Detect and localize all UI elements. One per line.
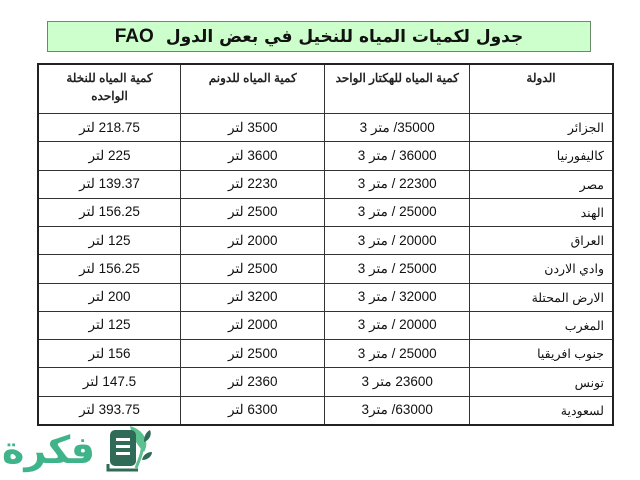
header-per-dunam: كمية المياه للدونم (181, 64, 325, 114)
cell-per-palm: 225 لتر (38, 142, 181, 170)
cell-per-dunam: 3600 لتر (181, 142, 325, 170)
cell-country: الهند (469, 198, 613, 226)
water-table (37, 63, 614, 426)
table-title (47, 21, 591, 52)
cell-country: المغرب (469, 311, 613, 339)
cell-per-palm: 200 لتر (38, 283, 181, 311)
cell-country: وادي الاردن (469, 255, 613, 283)
document-leaf-icon (100, 420, 155, 478)
cell-per-dunam: 3200 لتر (181, 283, 325, 311)
cell-per-palm: 218.75 لتر (38, 114, 181, 142)
title-acronym: FAO (114, 25, 154, 47)
cell-per-dunam: 6300 لتر (181, 396, 325, 425)
cell-per-dunam: 2500 لتر (181, 198, 325, 226)
cell-per-hectare: 35000/ متر 3 (325, 114, 470, 142)
cell-per-hectare: 36000 / متر 3 (325, 142, 470, 170)
cell-per-dunam: 2500 لتر (181, 340, 325, 368)
cell-country: العراق (469, 227, 613, 255)
cell-per-hectare: 20000 / متر 3 (325, 227, 470, 255)
cell-country: كاليفورنيا (469, 142, 613, 170)
cell-per-palm: 393.75 لتر (38, 396, 181, 425)
cell-per-palm: 147.5 لتر (38, 368, 181, 396)
cell-per-hectare: 25000 / متر 3 (325, 255, 470, 283)
cell-per-hectare: 20000 / متر 3 (325, 311, 470, 339)
cell-per-dunam: 2000 لتر (181, 311, 325, 339)
cell-country: مصر (469, 170, 613, 198)
table-row (38, 227, 613, 255)
cell-per-palm: 139.37 لتر (38, 170, 181, 198)
fikra-logo (0, 420, 160, 480)
table-row (38, 255, 613, 283)
cell-per-hectare: 63000/ متر3 (325, 396, 470, 425)
table-row (38, 283, 613, 311)
cell-per-dunam: 2000 لتر (181, 227, 325, 255)
cell-per-palm: 156.25 لتر (38, 255, 181, 283)
cell-country: لسعودية (469, 396, 613, 425)
cell-per-dunam: 2360 لتر (181, 368, 325, 396)
table-row (38, 311, 613, 339)
cell-per-palm: 125 لتر (38, 227, 181, 255)
cell-per-hectare: 25000 / متر 3 (325, 198, 470, 226)
header-country: الدولة (469, 64, 613, 114)
table-row (38, 170, 613, 198)
cell-per-palm: 156.25 لتر (38, 198, 181, 226)
cell-country: الارض المحتلة (469, 283, 613, 311)
cell-per-hectare: 23600 متر 3 (325, 368, 470, 396)
header-per-hectare: كمية المياه للهكتار الواحد (325, 64, 470, 114)
cell-per-hectare: 22300 / متر 3 (325, 170, 470, 198)
cell-per-hectare: 32000 / متر 3 (325, 283, 470, 311)
table-row (38, 142, 613, 170)
table-row (38, 114, 613, 142)
cell-country: جنوب افريقيا (469, 340, 613, 368)
logo-text: فكرة (2, 428, 96, 472)
title-text: جدول لكميات المياه للنخيل في بعض الدول (165, 26, 524, 47)
cell-per-dunam: 3500 لتر (181, 114, 325, 142)
cell-country: الجزائر (469, 114, 613, 142)
cell-per-hectare: 25000 / متر 3 (325, 340, 470, 368)
table-row (38, 198, 613, 226)
table-row (38, 340, 613, 368)
header-per-palm: كمية المياه للنخلة الواحده (38, 64, 181, 114)
header-row (38, 64, 613, 114)
cell-per-palm: 156 لتر (38, 340, 181, 368)
cell-per-palm: 125 لتر (38, 311, 181, 339)
cell-per-dunam: 2500 لتر (181, 255, 325, 283)
table-row (38, 368, 613, 396)
cell-country: تونس (469, 368, 613, 396)
cell-per-dunam: 2230 لتر (181, 170, 325, 198)
